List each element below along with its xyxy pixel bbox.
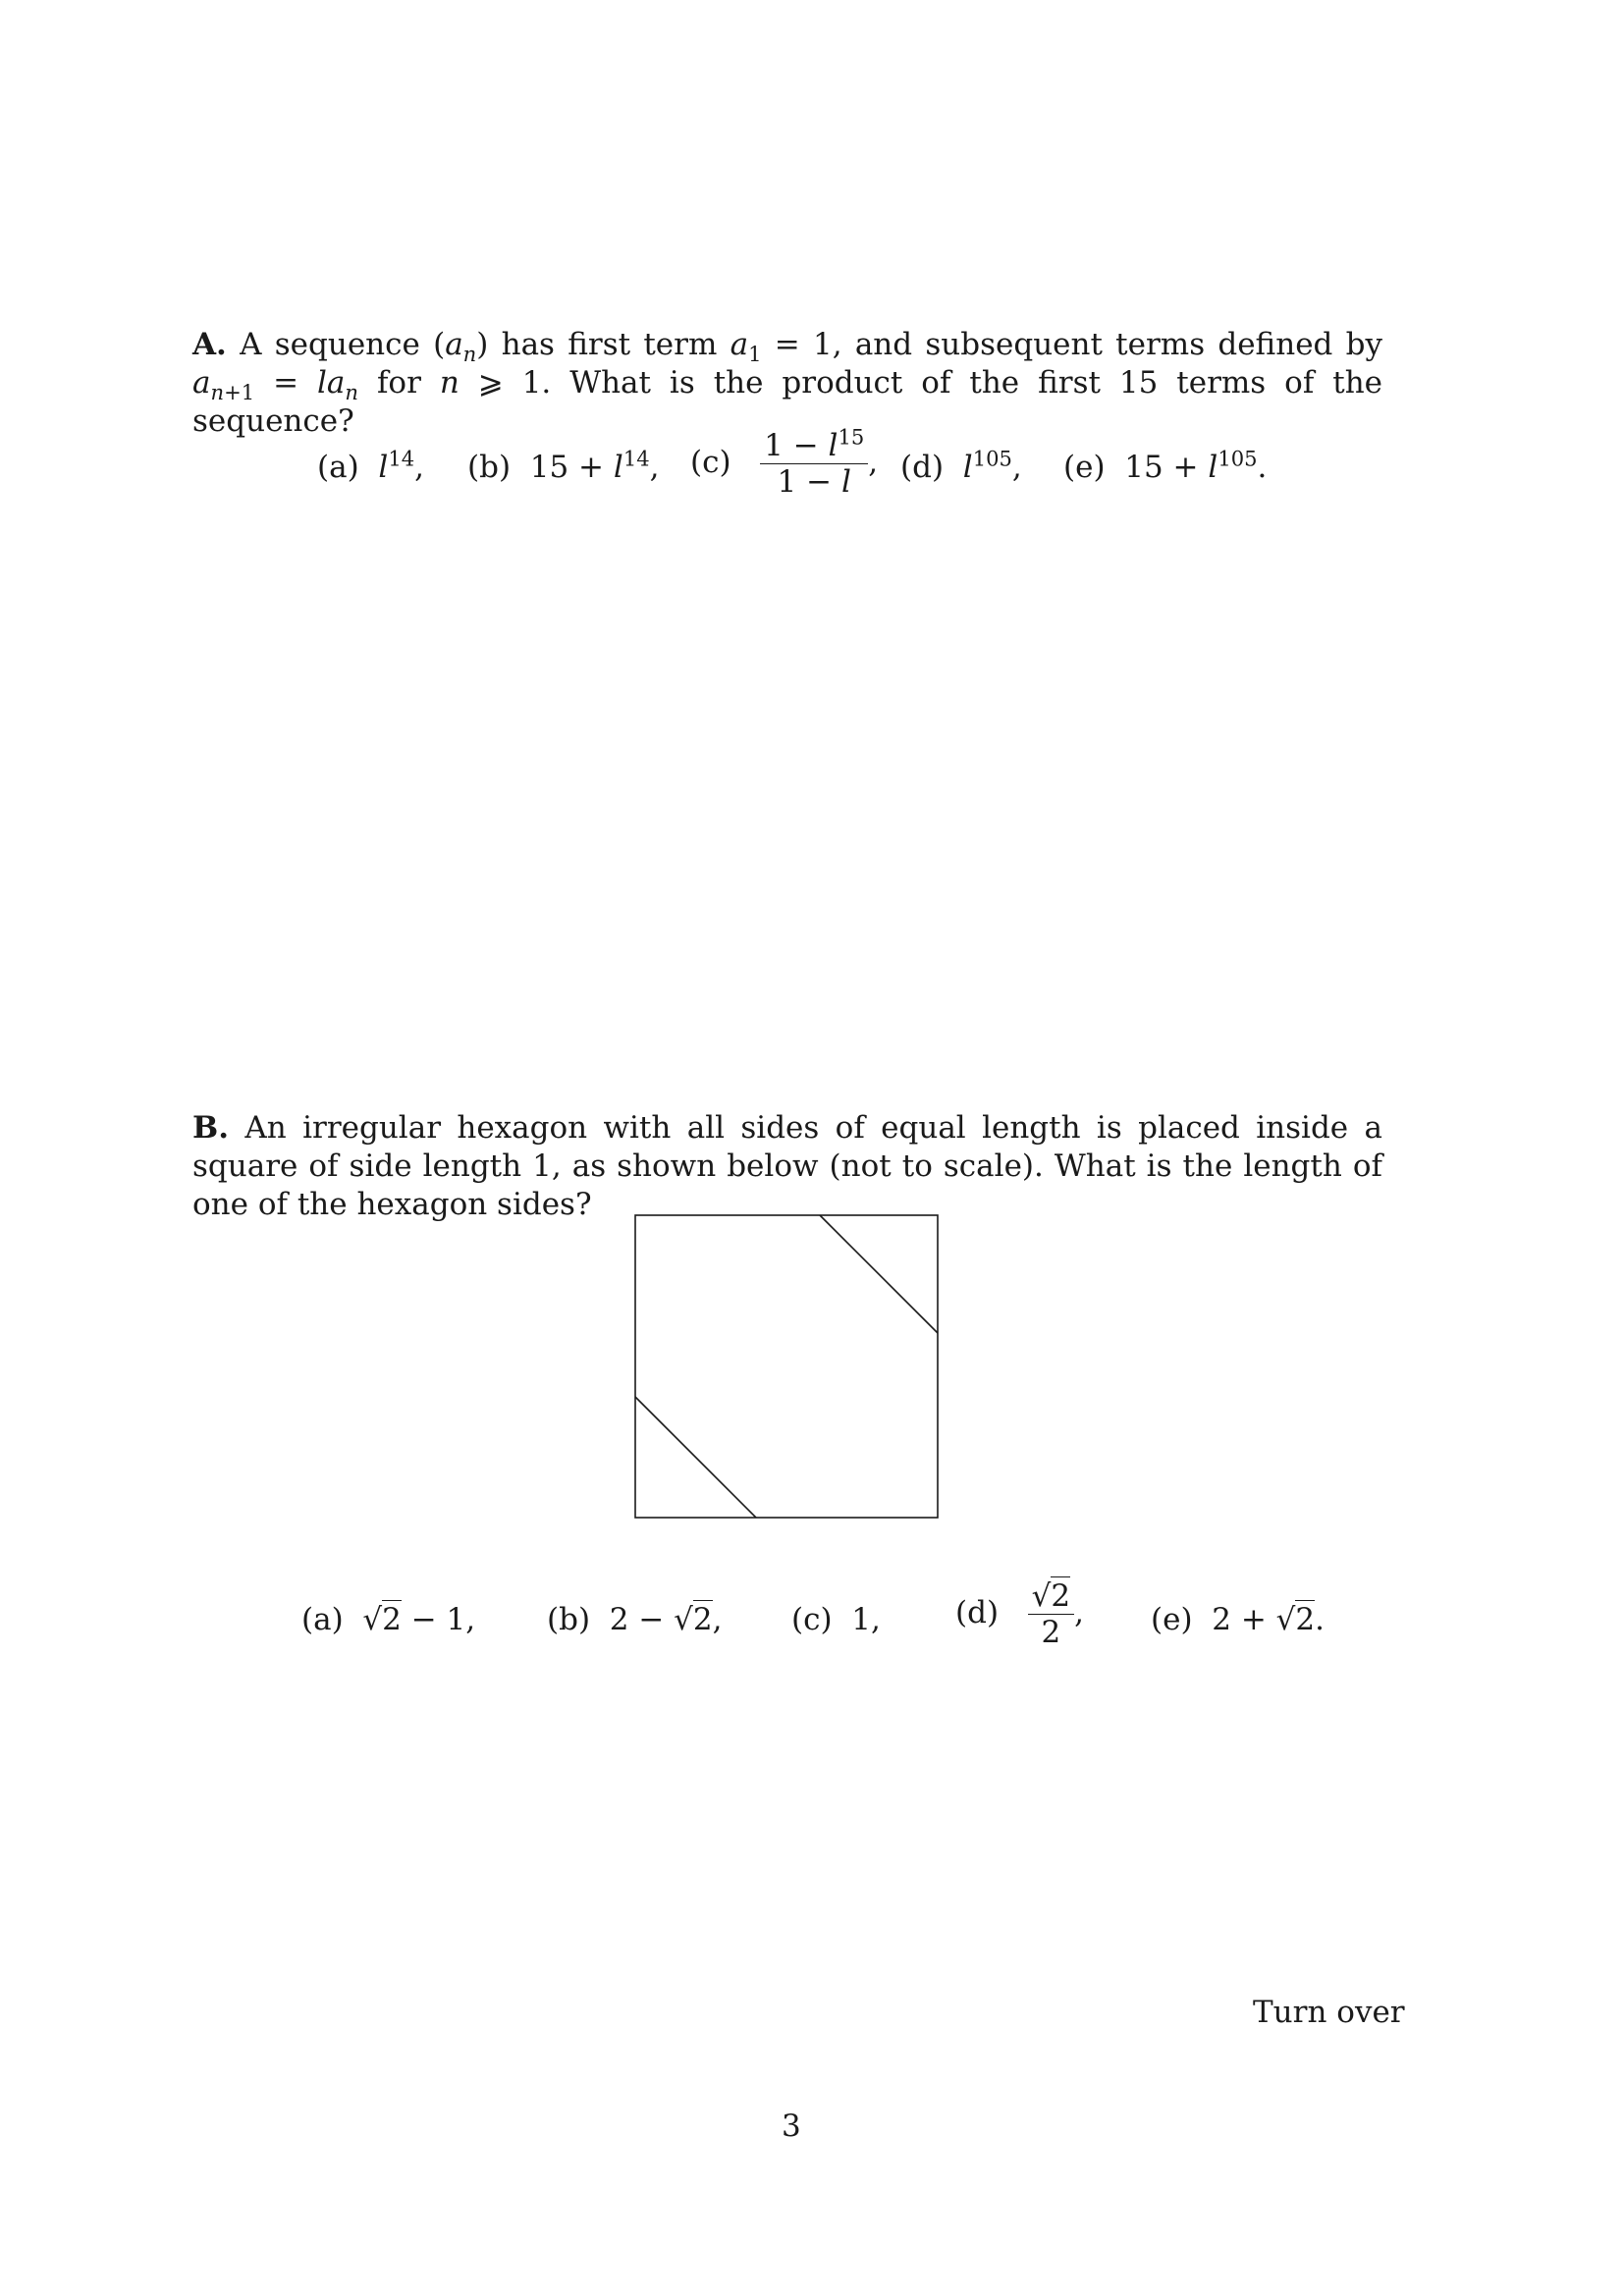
question-b-choices [0,1578,1623,1671]
choice-a-b[interactable]: (b) $15 + l^{14}$, [467,446,660,485]
cut-line-bottom-left [635,1397,756,1518]
choice-a-a[interactable]: (a) $l^{14}$, [317,446,424,485]
choice-b-e[interactable]: (e) 2 + √2. [1151,1602,1325,1637]
turn-over-note: Turn over [1253,1995,1405,2030]
choice-a-c[interactable]: (c) $\frac{1 - l^{15}}{1 - l}$ , [690,424,879,500]
question-a-text: A. A sequence $(a_n)$ has first term $a_1 = 1$, and subsequent terms defined by $a_{n+1} = la_n$ for n ⩾ 1. What is the product of the first 15 terms of the sequence? [192,327,1383,439]
choice-b-d[interactable]: (d) $\frac{√2}{2}$ , [955,1578,1084,1650]
fraction: $\frac{1 - l^{15}}{1 - l}$ [760,428,868,500]
question-a-label: A. [192,327,227,362]
square [635,1215,938,1518]
choice-b-a[interactable]: (a) √2 − 1, [301,1602,476,1637]
choice-a-d[interactable]: (d) $l^{105}$, [900,446,1022,485]
choice-b-b[interactable]: (b) 2 − √2, [547,1602,723,1637]
cut-line-top-right [820,1215,938,1333]
choice-b-c[interactable]: (c) 1, [791,1602,881,1637]
page-number: 3 [782,2109,801,2144]
question-b-body: An irregular hexagon with all sides of equal length is placed inside a square of side length 1, as shown below (not to scale). What is the length of one of the hexagon sides? [192,1110,1382,1222]
choice-a-e[interactable]: (e) $15 + l^{105}$. [1063,446,1268,485]
question-b-label: B. [192,1110,229,1146]
fraction: $\frac{√2}{2}$ [1028,1578,1075,1650]
